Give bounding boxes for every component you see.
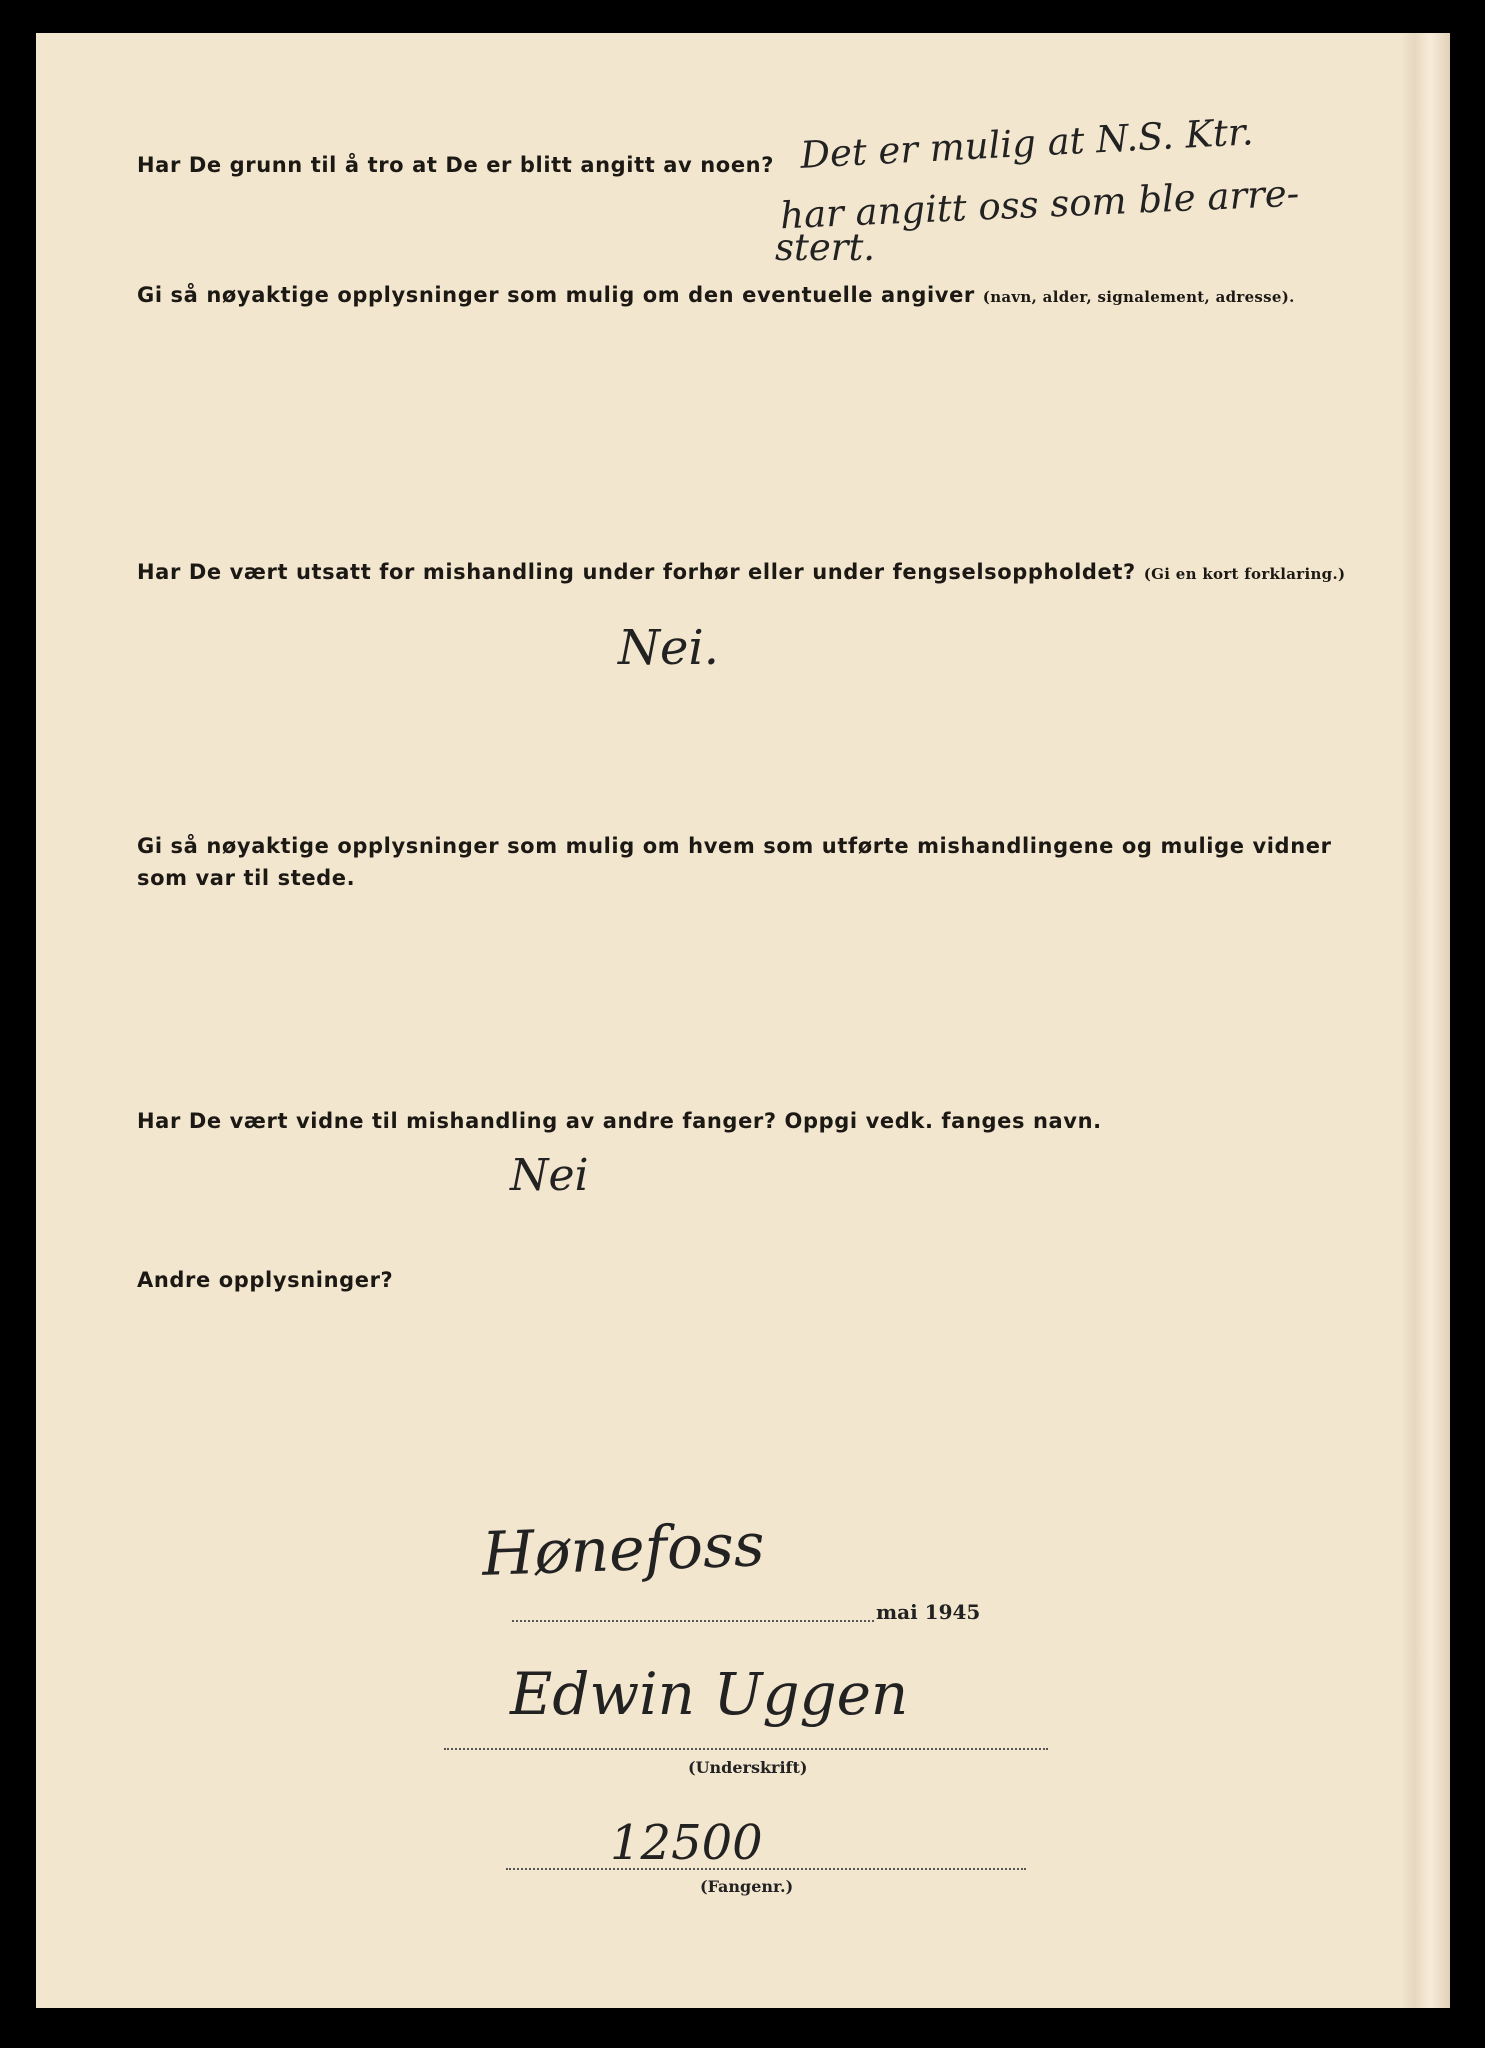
answer-mistreatment: Nei. bbox=[618, 620, 720, 676]
prisoner-number-label: (Fangenr.) bbox=[700, 1877, 794, 1896]
question-informer-text: Gi så nøyaktige opplysninger som mulig om den eventuelle angiver bbox=[137, 283, 975, 307]
question-informer-note: (navn, alder, signalement, adresse). bbox=[982, 288, 1295, 306]
answer-informed-line3: stert. bbox=[775, 226, 876, 269]
prisoner-number: 12500 bbox=[610, 1815, 763, 1871]
question-perpetrators-line1: Gi så nøyaktige opplysninger som mulig om hvem som utførte mishandlingene og mulige vidner bbox=[137, 834, 1332, 858]
signature: Edwin Uggen bbox=[510, 1660, 909, 1728]
question-witness: Har De vært vidne til mishandling av andre fanger? Oppgi vedk. fanges navn. bbox=[137, 1109, 1102, 1133]
signature-dotted-line bbox=[444, 1748, 1048, 1750]
question-mistreatment-text: Har De vært utsatt for mishandling under forhør eller under fengselsoppholdet? bbox=[137, 560, 1136, 584]
question-other-info: Andre opplysninger? bbox=[137, 1268, 394, 1292]
question-perpetrators-line2: som var til stede. bbox=[137, 866, 356, 890]
page-edge bbox=[1400, 33, 1450, 2008]
date-text: mai 1945 bbox=[876, 1600, 981, 1624]
question-informed: Har De grunn til å tro at De er blitt angitt av noen? bbox=[137, 153, 775, 177]
place-dotted-line bbox=[512, 1620, 874, 1622]
question-mistreatment bbox=[137, 560, 1345, 584]
prisoner-number-dotted-line bbox=[506, 1868, 1026, 1870]
signature-label: (Underskrift) bbox=[688, 1758, 808, 1777]
place-handwritten: Hønefoss bbox=[480, 1510, 766, 1590]
question-mistreatment-note: (Gi en kort forklaring.) bbox=[1143, 565, 1346, 583]
answer-informed-line1: Det er mulig at N.S. Ktr. bbox=[799, 110, 1255, 177]
answer-informed-line2: har angitt oss som ble arre- bbox=[779, 171, 1301, 238]
question-informer-details bbox=[137, 283, 1295, 307]
answer-witness: Nei bbox=[510, 1150, 589, 1201]
